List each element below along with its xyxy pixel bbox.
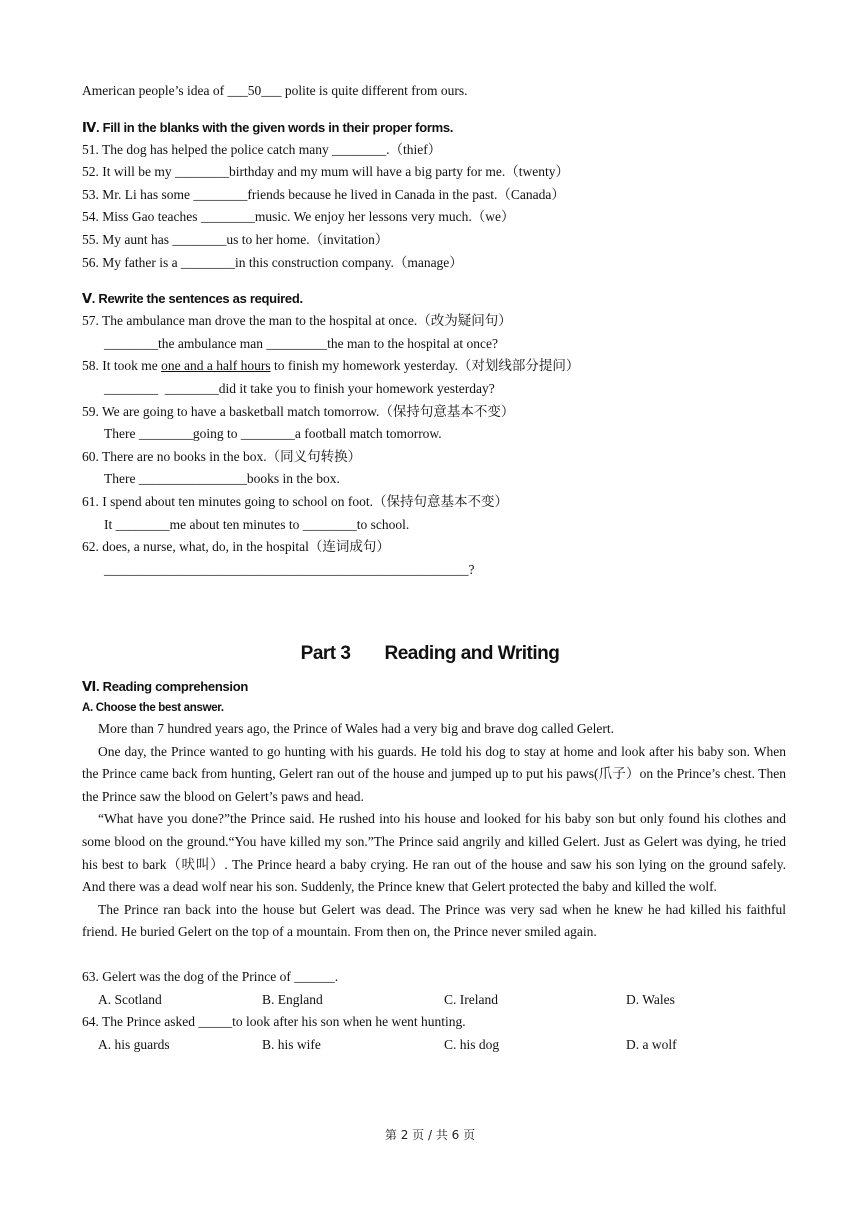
question-58 [82,355,786,378]
passage-paragraph: One day, the Prince wanted to go hunting with his guards. He told his dog to stay at home and look after his baby son. When the Prince came back from hunting, Gelert ran out of the house and jumped up to put his paws(爪子）on the Prince’s chest. Then the Prince saw the blood on Gelert’s paws and head. [82,743,786,804]
question-56: 56. My father is a ________in this construction company.（manage） [82,254,463,270]
document-page [82,80,786,581]
option-c: C. Ireland [444,991,498,1007]
section-4-heading: Ⅳ. Fill in the blanks with the given words in their proper forms. [82,119,454,135]
answer-57: ________the ambulance man _________the man to the hospital at once? [104,335,499,351]
option-d: D. Wales [626,991,675,1007]
part-label: Part 3 [300,643,351,664]
part-title [0,643,860,665]
passage-paragraph: “What have you done?”the Prince said. He rushed into his house and looked for his baby son but only found his clothes and some blood on the ground.“You have killed my son.”The Prince said angrily and killed Gelert. Just as Gelert was dying, he tried his best to bark（吠叫）. The Prince heard a baby crying. He ran out of the house and saw his son lying on the ground safely. And there was a dead wolf near his son. Suddenly, the Prince knew that Gelert protected the baby and killed the wolf. [82,811,786,895]
question-57: 57. The ambulance man drove the man to the hospital at once.（改为疑问句） [82,313,512,329]
answer-62: ______________________________________________________? [104,561,475,577]
option-c: C. his dog [444,1036,500,1052]
question-51: 51. The dog has helped the police catch many ________.（thief） [82,141,442,157]
question-64-options [82,1034,786,1057]
question-58-text-start: 58. It took me [82,358,162,374]
question-63-options [82,989,786,1012]
option-d: D. a wolf [626,1036,677,1052]
question-52: 52. It will be my ________birthday and my mum will have a big party for me.（twenty） [82,164,570,180]
section-6-subheading: A. Choose the best answer. [82,702,224,714]
question-55: 55. My aunt has ________us to her home.（invitation） [82,231,389,247]
passage-paragraph: More than 7 hundred years ago, the Prince of Wales had a very big and brave dog called Gelert. [98,721,614,736]
part-name: Reading and Writing [384,643,560,664]
reading-section [82,676,786,1056]
answer-61: It ________me about ten minutes to ________to school. [104,516,410,532]
section-5-heading: Ⅴ. Rewrite the sentences as required. [82,291,303,307]
question-53: 53. Mr. Li has some ________friends because he lived in Canada in the past.（Canada） [82,186,565,202]
question-60: 60. There are no books in the box.（同义句转换） [82,448,362,464]
option-a: A. Scotland [98,991,162,1007]
question-62: 62. does, a nurse, what, do, in the hospital（连词成句） [82,539,390,555]
question-63: 63. Gelert was the dog of the Prince of ______. [82,968,339,984]
section-6-heading: Ⅵ. Reading comprehension [82,679,249,694]
answer-58: ________ ________did it take you to finish your homework yesterday? [104,380,495,396]
option-b: B. England [262,991,323,1007]
question-59: 59. We are going to have a basketball match tomorrow.（保持句意基本不变） [82,403,515,419]
question-58-underlined: one and a half hours [161,358,271,374]
question-61: 61. I spend about ten minutes going to school on foot.（保持句意基本不变） [82,493,508,509]
answer-59: There ________going to ________a football match tomorrow. [104,426,442,442]
question-54: 54. Miss Gao teaches ________music. We enjoy her lessons very much.（we） [82,209,515,225]
question-64: 64. The Prince asked _____to look after his son when he went hunting. [82,1014,466,1030]
option-b: B. his wife [262,1036,321,1052]
answer-60: There ________________books in the box. [104,471,340,487]
intro-line: American people’s idea of ___50___ polite is quite different from ours. [82,83,468,98]
page-footer: 第 2 页 / 共 6 页 [384,1128,476,1142]
question-58-text-end: to finish my homework yesterday.（对划线部分提问） [270,358,580,374]
passage-paragraph: The Prince ran back into the house but Gelert was dead. The Prince was very sad when he knew he had killed his faithful friend. He buried Gelert on the top of a mountain. From then on, the Prince never smiled again. [82,901,786,940]
option-a: A. his guards [98,1036,170,1052]
